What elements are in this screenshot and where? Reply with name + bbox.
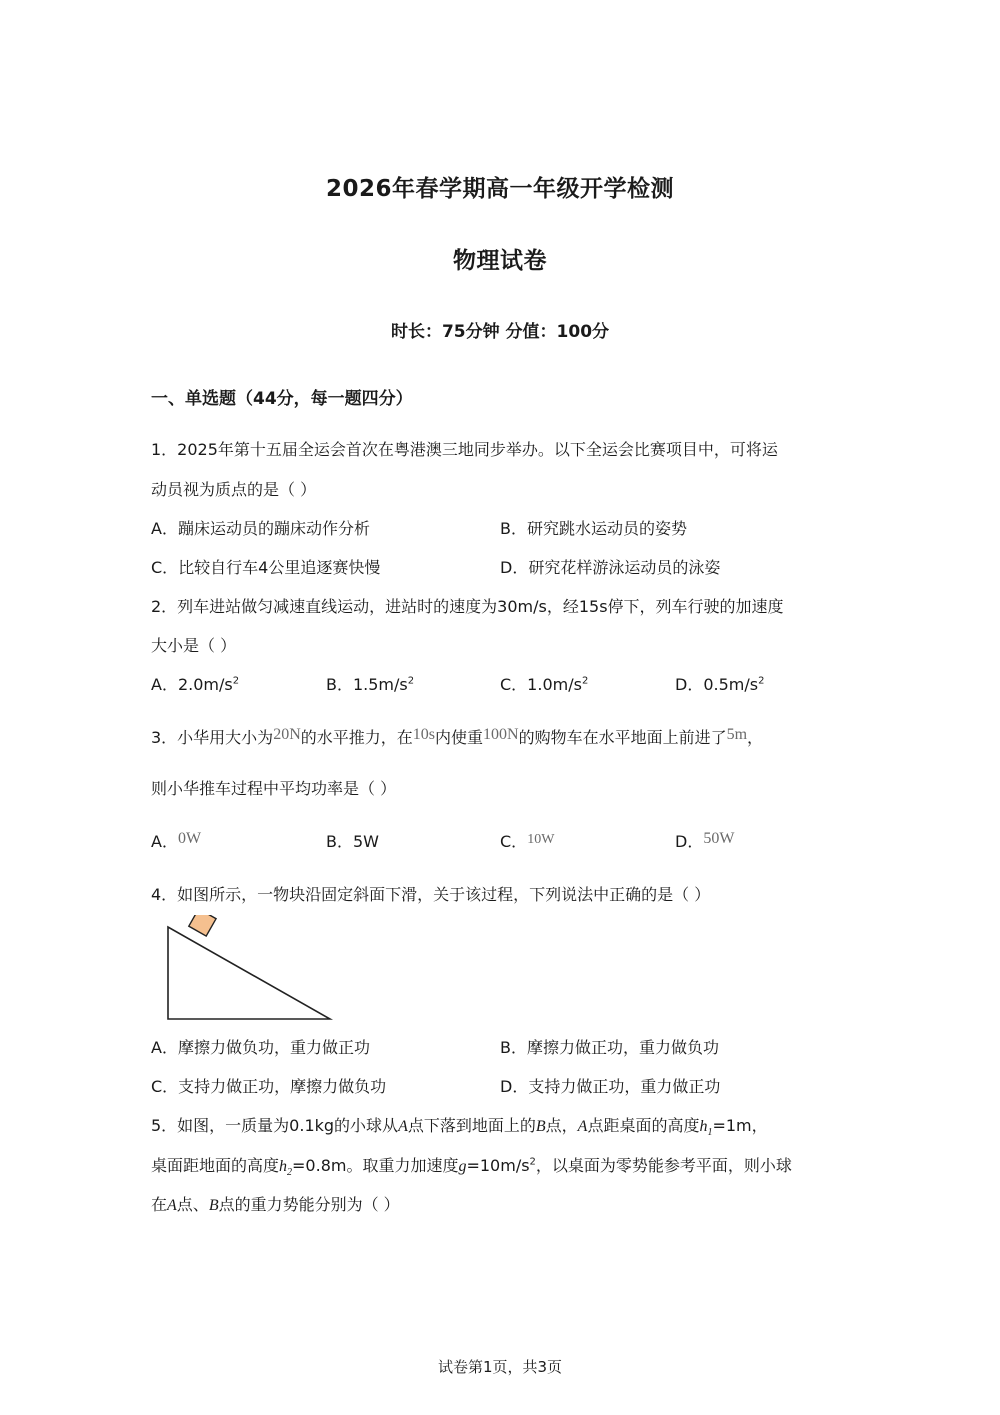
exam-meta: 时长：75分钟 分值：100分: [390, 322, 610, 342]
sliding-block: [189, 915, 216, 936]
q2-option-c: [500, 672, 588, 695]
q3-stem-line1: [151, 725, 763, 748]
q3-text-5: ，: [747, 728, 764, 747]
q5-l2-text-2: =0.8m。取重力加速度: [292, 1156, 459, 1175]
q4-stem-line1: 4．如图所示，一物块沿固定斜面下滑，关于该过程，下列说法中正确的是（ ）: [151, 885, 711, 904]
q3-text-2: 的水平推力，在: [300, 728, 413, 747]
q5-l3-point-a: A: [167, 1197, 177, 1214]
q5-point-a-2: A: [577, 1118, 588, 1135]
q5-point-a: A: [398, 1118, 408, 1135]
q3-option-b: B．5W: [326, 832, 379, 851]
q3-option-a-label: A．: [151, 832, 178, 851]
incline-triangle: [168, 927, 330, 1019]
section-title: 一、单选题（44分，每一题四分）: [151, 389, 413, 409]
q5-l1-text-3: 点，: [545, 1116, 578, 1135]
q5-stem-line1: [151, 1113, 768, 1138]
incline-figure: [160, 915, 340, 1027]
q5-l3-text-1: 在: [151, 1195, 168, 1214]
q2-option-b: [326, 672, 414, 695]
q5-l1-text-1: 5．如图，一质量为0.1kg的小球从: [151, 1116, 399, 1135]
q5-h2-subscript: 2: [287, 1167, 293, 1179]
q5-stem-line3: [151, 1192, 400, 1215]
q5-l1-text-5: =1m，: [712, 1116, 768, 1135]
q2-option-b-exp: 2: [407, 675, 415, 687]
q4-option-b: B．摩擦力做正功，重力做负功: [500, 1038, 719, 1057]
q5-l2-text-3: =10m/s: [466, 1156, 530, 1175]
q3-text-1: 3．小华用大小为: [151, 728, 274, 747]
q3-option-d-label: D．: [675, 832, 704, 851]
q5-l2-text-1: 桌面距地面的高度: [151, 1156, 280, 1175]
q4-option-a: A．摩擦力做负功，重力做正功: [151, 1038, 370, 1057]
q5-h1-subscript: 1: [707, 1127, 713, 1139]
q5-stem-line2: [151, 1153, 792, 1178]
exam-subtitle: 物理试卷: [453, 248, 547, 274]
q3-option-d-value: 50W: [703, 830, 735, 847]
q3-option-c: [500, 829, 554, 852]
q1-option-a: A．蹦床运动员的蹦床动作分析: [151, 519, 370, 538]
q3-value-distance: 5m: [726, 726, 748, 743]
q5-l1-text-4: 点距桌面的高度: [587, 1116, 700, 1135]
q1-stem-line1: 1．2025年第十五届全运会首次在粤港澳三地同步举办。以下全运会比赛项目中，可将运: [151, 440, 778, 459]
q5-h1-symbol: h: [699, 1118, 708, 1135]
q2-option-a-exp: 2: [232, 675, 240, 687]
q3-option-c-label: C．: [500, 832, 528, 851]
q3-value-weight: 100N: [483, 726, 519, 743]
q3-stem-line2: 则小华推车过程中平均功率是（ ）: [151, 779, 397, 798]
q2-option-d-text: D．0.5m/s: [675, 675, 759, 694]
q2-option-c-exp: 2: [581, 675, 589, 687]
q1-option-b: B．研究跳水运动员的姿势: [500, 519, 687, 538]
q1-option-c: C．比较自行车4公里追逐赛快慢: [151, 558, 381, 577]
q3-value-force: 20N: [273, 726, 301, 743]
q5-h2-symbol: h: [279, 1158, 288, 1175]
q3-text-3: 内使重: [435, 728, 484, 747]
q2-stem-line1: 2．列车进站做匀减速直线运动，进站时的速度为30m/s，经15s停下，列车行驶的加速度: [151, 597, 784, 616]
q5-point-b: B: [535, 1118, 546, 1135]
q3-text-4: 的购物车在水平地面上前进了: [518, 728, 727, 747]
page-footer: 试卷第1页，共3页: [437, 1358, 563, 1376]
q5-g-exponent: 2: [529, 1156, 536, 1168]
q5-l2-text-4: ，以桌面为零势能参考平面，则小球: [535, 1156, 792, 1175]
q2-option-a: [151, 672, 239, 695]
q2-option-b-text: B．1.5m/s: [326, 675, 408, 694]
q5-l3-point-b: B: [208, 1197, 219, 1214]
q2-option-d-exp: 2: [758, 675, 765, 687]
q1-stem-line2: 动员视为质点的是（ ）: [151, 480, 317, 499]
q5-l1-text-2: 点下落到地面上的: [407, 1116, 536, 1135]
q1-option-d: D．研究花样游泳运动员的泳姿: [500, 558, 721, 577]
q5-g-symbol: g: [458, 1158, 467, 1175]
q2-option-d: [675, 672, 764, 695]
exam-title: 2026年春学期高一年级开学检测: [325, 176, 674, 202]
q3-option-d: [675, 829, 734, 852]
q5-l3-text-3: 点的重力势能分别为（ ）: [218, 1195, 400, 1214]
q3-option-c-value: 10W: [527, 832, 555, 847]
q3-option-a: [151, 829, 201, 852]
q2-option-a-text: A．2.0m/s: [151, 675, 233, 694]
q2-stem-line2: 大小是（ ）: [151, 636, 237, 655]
q4-option-d: D．支持力做正功，重力做正功: [500, 1077, 721, 1096]
q3-value-time: 10s: [412, 726, 435, 743]
q3-option-a-value: 0W: [177, 830, 202, 847]
q5-l3-text-2: 点、: [176, 1195, 209, 1214]
q2-option-c-text: C．1.0m/s: [500, 675, 582, 694]
q4-option-c: C．支持力做正功，摩擦力做负功: [151, 1077, 387, 1096]
